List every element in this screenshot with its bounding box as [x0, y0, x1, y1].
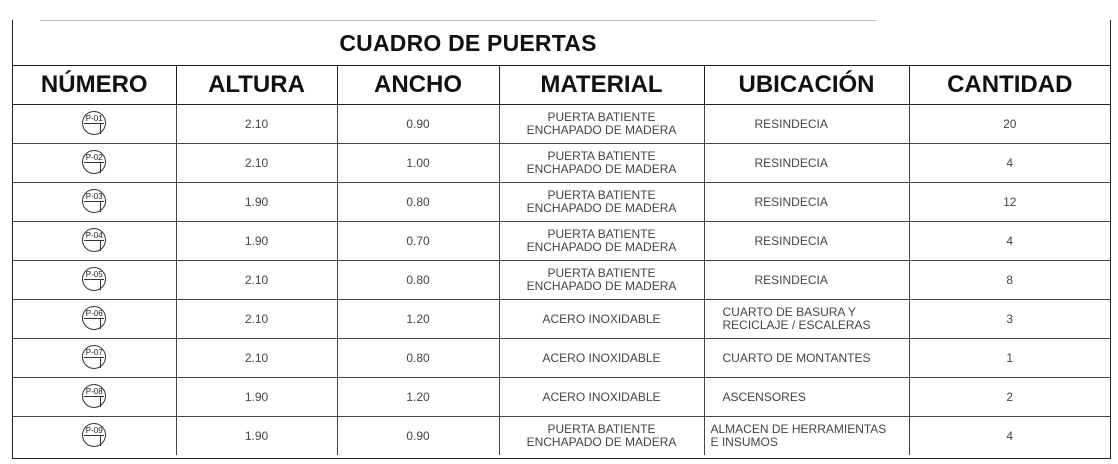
location-line: CUARTO DE MONTANTES	[722, 350, 871, 365]
location-cell	[704, 378, 909, 417]
height-cell: 1.90	[176, 378, 337, 417]
location-cell	[704, 222, 909, 261]
material-cell	[499, 378, 704, 417]
table-row	[13, 339, 1110, 378]
table-row	[13, 378, 1110, 417]
quantity-cell: 3	[909, 300, 1110, 339]
door-code: P-01	[85, 113, 103, 123]
header-cantidad: CANTIDAD	[909, 66, 1110, 105]
material-cell	[499, 105, 704, 144]
door-code: P-02	[85, 152, 103, 162]
door-tag-icon	[82, 345, 106, 369]
location-cell	[704, 183, 909, 222]
door-schedule-sheet	[12, 20, 1111, 459]
header-ancho: ANCHO	[337, 66, 499, 105]
material-line: PUERTA BATIENTE	[547, 188, 656, 202]
door-tag-divider	[84, 162, 104, 163]
door-tag-icon	[82, 384, 106, 408]
location-cell	[704, 105, 909, 144]
door-number-cell	[13, 300, 176, 339]
table-row	[13, 144, 1110, 183]
height-cell: 2.10	[176, 300, 337, 339]
table-row	[13, 300, 1110, 339]
width-cell: 0.80	[337, 261, 499, 300]
door-tag-divider	[100, 357, 101, 368]
material-line: PUERTA BATIENTE	[547, 227, 656, 241]
door-tag-divider	[84, 240, 104, 241]
location-line: E INSUMOS	[710, 435, 778, 449]
door-tag-divider	[100, 435, 101, 446]
door-number-cell	[13, 183, 176, 222]
door-tag-divider	[84, 396, 104, 397]
door-code: P-03	[85, 191, 103, 201]
height-cell: 2.10	[176, 144, 337, 183]
height-cell: 1.90	[176, 222, 337, 261]
quantity-cell: 4	[909, 144, 1110, 183]
door-tag-divider	[100, 201, 101, 212]
door-tag-icon	[82, 189, 106, 213]
table-row	[13, 261, 1110, 300]
location-line: CUARTO DE BASURA Y	[722, 305, 856, 319]
width-cell: 0.70	[337, 222, 499, 261]
material-line: ENCHAPADO DE MADERA	[526, 435, 677, 449]
material-cell	[499, 183, 704, 222]
quantity-cell: 20	[909, 105, 1110, 144]
door-tag-icon	[82, 423, 106, 447]
door-code: P-05	[85, 269, 103, 279]
location-cell	[704, 417, 909, 456]
door-number-cell	[13, 105, 176, 144]
location-cell	[704, 261, 909, 300]
quantity-cell: 12	[909, 183, 1110, 222]
material-line: ENCHAPADO DE MADERA	[526, 279, 677, 293]
location-line: RESINDECIA	[754, 194, 828, 209]
header-ubicacion: UBICACIÓN	[704, 66, 909, 105]
table-row	[13, 222, 1110, 261]
door-tag-divider	[100, 396, 101, 407]
material-line: PUERTA BATIENTE	[547, 110, 656, 124]
door-code: P-04	[85, 230, 103, 240]
schedule-body	[13, 105, 1110, 456]
location-cell	[704, 339, 909, 378]
door-number-cell	[13, 144, 176, 183]
location-line: RESINDECIA	[754, 116, 828, 131]
material-cell	[499, 222, 704, 261]
location-line: RESINDECIA	[754, 233, 828, 248]
material-line: ENCHAPADO DE MADERA	[526, 162, 677, 176]
location-cell	[704, 300, 909, 339]
header-numero: NÚMERO	[13, 66, 176, 105]
door-number-cell	[13, 417, 176, 456]
height-cell: 2.10	[176, 339, 337, 378]
location-line: ASCENSORES	[722, 389, 806, 404]
door-number-cell	[13, 261, 176, 300]
width-cell: 1.20	[337, 300, 499, 339]
door-tag-divider	[84, 201, 104, 202]
material-line: ENCHAPADO DE MADERA	[526, 240, 677, 254]
material-line: PUERTA BATIENTE	[547, 422, 656, 436]
material-line: ACERO INOXIDABLE	[542, 311, 661, 326]
material-line: PUERTA BATIENTE	[547, 266, 656, 280]
door-tag-divider	[100, 162, 101, 173]
quantity-cell: 1	[909, 339, 1110, 378]
quantity-cell: 4	[909, 417, 1110, 456]
door-tag-divider	[100, 279, 101, 290]
material-cell	[499, 417, 704, 456]
header-altura: ALTURA	[176, 66, 337, 105]
door-schedule-table	[13, 65, 1110, 455]
door-tag-divider	[84, 279, 104, 280]
door-number-cell	[13, 378, 176, 417]
table-row	[13, 183, 1110, 222]
material-cell	[499, 261, 704, 300]
quantity-cell: 8	[909, 261, 1110, 300]
material-line: ENCHAPADO DE MADERA	[526, 123, 677, 137]
location-line: RESINDECIA	[754, 155, 828, 170]
table-row	[13, 105, 1110, 144]
door-tag-divider	[100, 318, 101, 329]
header-row	[13, 66, 1110, 105]
quantity-cell: 4	[909, 222, 1110, 261]
width-cell: 0.90	[337, 417, 499, 456]
door-tag-divider	[84, 318, 104, 319]
door-code: P-08	[85, 386, 103, 396]
width-cell: 0.80	[337, 183, 499, 222]
door-number-cell	[13, 222, 176, 261]
header-material: MATERIAL	[499, 66, 704, 105]
material-line: ACERO INOXIDABLE	[542, 350, 661, 365]
height-cell: 1.90	[176, 417, 337, 456]
width-cell: 1.00	[337, 144, 499, 183]
door-tag-divider	[100, 123, 101, 134]
material-line: ENCHAPADO DE MADERA	[526, 201, 677, 215]
door-tag-icon	[82, 267, 106, 291]
material-cell	[499, 339, 704, 378]
material-cell	[499, 144, 704, 183]
location-line: RESINDECIA	[754, 272, 828, 287]
material-line: PUERTA BATIENTE	[547, 149, 656, 163]
door-code: P-09	[85, 425, 103, 435]
width-cell: 0.80	[337, 339, 499, 378]
schedule-title: CUADRO DE PUERTAS	[339, 30, 597, 56]
location-line: RECICLAJE / ESCALERAS	[722, 318, 871, 332]
width-cell: 1.20	[337, 378, 499, 417]
door-tag-icon	[82, 306, 106, 330]
door-tag-divider	[84, 435, 104, 436]
material-cell	[499, 300, 704, 339]
height-cell: 2.10	[176, 105, 337, 144]
door-tag-icon	[82, 111, 106, 135]
width-cell: 0.90	[337, 105, 499, 144]
door-number-cell	[13, 339, 176, 378]
door-tag-divider	[100, 240, 101, 251]
door-tag-divider	[84, 357, 104, 358]
location-line: ALMACEN DE HERRAMIENTAS	[710, 422, 887, 436]
door-code: P-06	[85, 308, 103, 318]
table-row	[13, 417, 1110, 456]
location-cell	[704, 144, 909, 183]
door-code: P-07	[85, 347, 103, 357]
door-tag-divider	[84, 123, 104, 124]
height-cell: 1.90	[176, 183, 337, 222]
quantity-cell: 2	[909, 378, 1110, 417]
door-tag-icon	[82, 150, 106, 174]
door-tag-icon	[82, 228, 106, 252]
height-cell: 2.10	[176, 261, 337, 300]
material-line: ACERO INOXIDABLE	[542, 389, 661, 404]
